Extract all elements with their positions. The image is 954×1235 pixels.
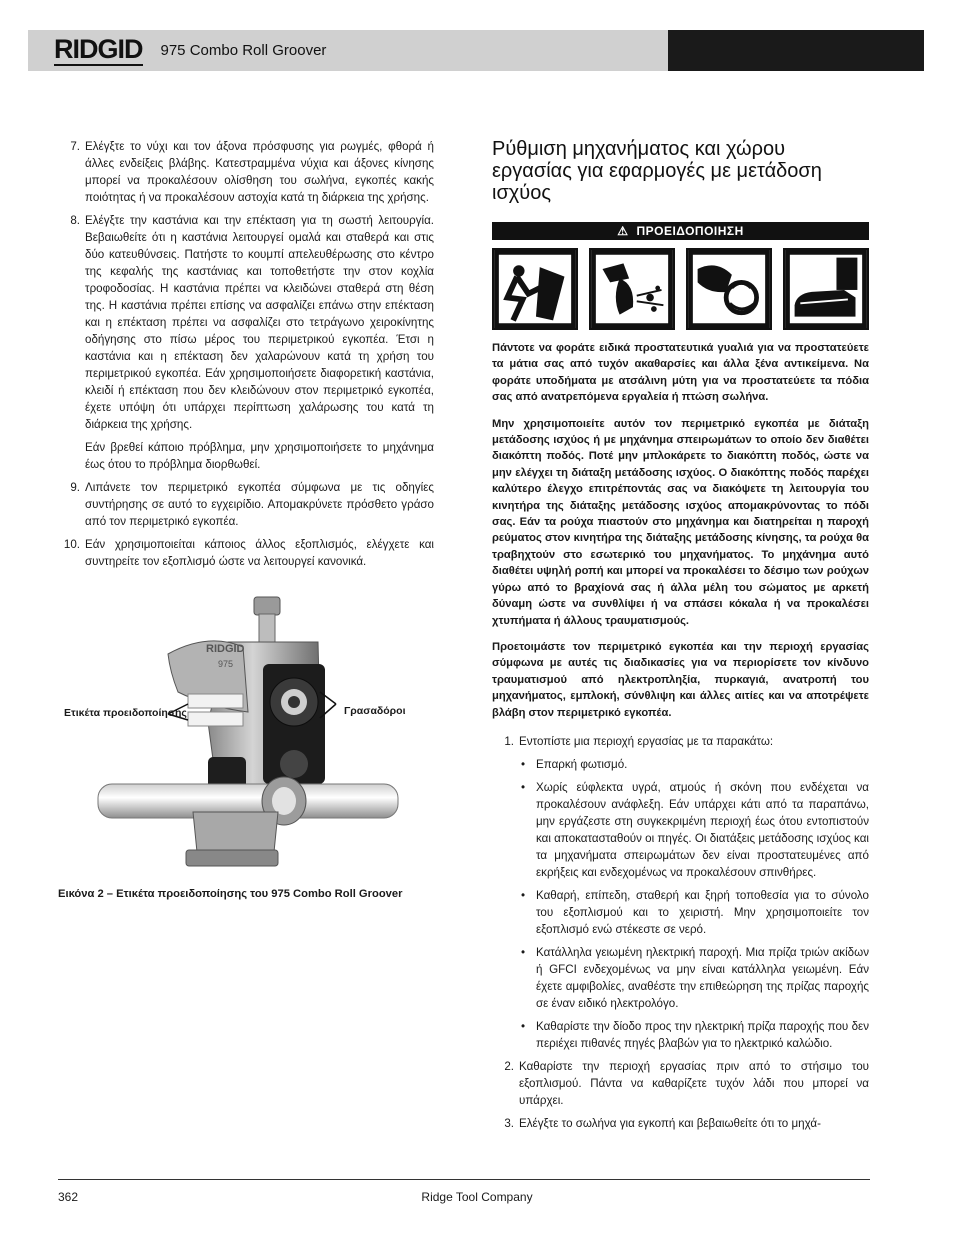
setup-step-2 — [492, 1058, 869, 1109]
bullet-text: Καθαρή, επίπεδη, σταθερή και ξηρή τοποθεσία για το σύνολο του εξοπλισμού και το χειριστή. Μην χρησιμοποιείτε τον εξοπλισμό ενώ στέκεστε σε νερό. — [536, 888, 869, 936]
bullet-item — [519, 756, 869, 773]
setup-step-1 — [492, 733, 869, 750]
figure-caption: Εικόνα 2 – Ετικέτα προειδοποίησης του 975 Combo Roll Groover — [58, 888, 403, 900]
left-column — [58, 138, 434, 576]
step-1-bullets — [492, 756, 869, 1052]
warning-banner — [492, 222, 869, 240]
item-number: 7. — [70, 140, 80, 153]
entanglement-hazard-icon — [686, 248, 772, 330]
item-text: Ελέγξτε το νύχι και τον άξονα πρόσφυσης για ρωγμές, φθορά ή άλλες ενδείξεις βλάβης. Κατεστραμμένα νύχια και άξονες κίνησης μπορεί να προκαλέσουν ολίσθηση του σωλήνα, εγκοπές κακής ποιότητας ή να προκαλέσουν αστοχία κατά τη διάρκεια της χρήσης. — [85, 140, 434, 204]
svg-text:975: 975 — [218, 659, 234, 669]
bullet-item — [519, 779, 869, 881]
bullet-dot-icon: • — [521, 888, 526, 902]
step-text: Εντοπίστε μια περιοχή εργασίας με τα παρακάτω: — [519, 734, 774, 748]
item-text: Ελέγξτε την καστάνια και την επέκταση για τη σωστή λειτουργία. Βεβαιωθείτε ότι η καστάνια λειτουργεί ομαλά και σταθερά και στις δύο κατευθύνσεις. Πατήστε το κουμπί απελευθέρωσης στο κέντρο της κεφαλής της καστάνιας και τοποθετήστε την στον κοχλία τροφοδοσίας. Η καστάνια πρέπει να κλειδώνει σταθερά στη θέση της. Η καστάνια πρέπει επίσης να ασφαλίζει επάνω στην επέκταση και η επέκταση πρέπει να ασφαλίζει στο τετράγωνο χειροκίνητης οδήγησης στο πίσω μέρος του περιμετρικού εγκοπέα. Έτσι η καστάνια και η επέκταση δεν χαλαρώνουν κατά τη χρήση του περιμετρικού εγκοπέα. Εάν χρησιμοποιήσετε διαφορετική καστάνια, κλειδί ή επέκταση που δεν κλειδώνουν στον περιμετρικό εγκοπέα, έχετε υπόψη ότι υπάρχει περίπτωση χαλάρωσης του κατά τη διάρκεια της χρήσης. — [85, 214, 434, 431]
page-header — [28, 30, 924, 71]
list-item-9 — [58, 479, 434, 530]
safety-icons — [492, 248, 869, 330]
step-text: Ελέγξτε το σωλήνα για εγκοπή και βεβαιωθείτε ότι το μηχά- — [519, 1116, 821, 1130]
bullet-dot-icon: • — [521, 757, 526, 771]
header-black-block — [668, 30, 924, 71]
list-item-7 — [58, 138, 434, 206]
step-number: 3. — [504, 1116, 514, 1130]
warning-paragraph-1: Πάντοτε να φοράτε ειδικά προστατευτικά γυαλιά για να προστατεύετε τα μάτια σας από τυχόν ακαθαρσίες και άλλα ξένα αντικείμενα. Να φοράτε υποδήματα με ατσάλινη μύτη για να προστατεύετε τα πόδια σας από ανατρεπόμενα εργαλεία ή πτώση σωλήνα. — [492, 342, 869, 404]
item-number: 8. — [70, 214, 80, 227]
section-heading: Ρύθμιση μηχανήματος και χώρου εργασίας για εφαρμογές με μετάδοση ισχύος — [492, 138, 822, 204]
item-text: Εάν χρησιμοποιείται κάποιος άλλος εξοπλισμός, ελέγχετε και συντηρείτε τον εξοπλισμό ώστε να λειτουργεί κανονικά. — [85, 538, 434, 568]
footer-divider — [58, 1179, 870, 1180]
step-number: 1. — [504, 734, 514, 748]
bullet-item — [519, 1018, 869, 1052]
svg-text:RIDGID: RIDGID — [206, 643, 245, 655]
page-number: 362 — [58, 1190, 79, 1204]
warning-label: ΠΡΟΕΙΔΟΠΟΙΗΣΗ — [636, 223, 744, 238]
bullet-text: Επαρκή φωτισμό. — [536, 757, 628, 771]
bullet-text: Κατάλληλα γειωμένη ηλεκτρική παροχή. Μια πρίζα τριών ακίδων ή GFCI ενδεχομένως να μην είναι κατάλληλα γειωμένη. Εάν έχετε αμφιβολίες, αναθέστε την επιθεώρηση της πρίζας παροχής σε έναν ειδικό ηλεκτρολόγο. — [536, 945, 869, 1010]
warning-triangle-icon: ⚠ — [617, 223, 629, 238]
bullet-item — [519, 944, 869, 1012]
eye-protection-icon — [589, 248, 675, 330]
tipping-hazard-icon — [492, 248, 578, 330]
item-number: 9. — [70, 481, 80, 494]
warning-paragraph-3: Προετοιμάστε τον περιμετρικό εγκοπέα και την περιοχή εργασίας σύμφωνα με αυτές τις διαδικασίες για να περιορίσετε τον κίνδυνο τραυματισμού από ηλεκτροπληξία, πυρκαγιά, ανατροπή του μηχανήματος, εμπλοκή, σύνθλιψη και άλλες αιτίες και να αποτρέψετε βλάβη στον περιμετρικό εγκοπέα. — [492, 640, 869, 719]
warning-paragraph-2: Μην χρησιμοποιείτε αυτόν τον περιμετρικό εγκοπέα με διάταξη μετάδοσης ισχύος ή με μηχάνημα σπειρωμάτων το οποίο δεν διαθέτει διακόπτη ποδός. Ποτέ μην μπλοκάρετε το διακόπτη ποδός, ώστε να μην ελέγχει τη διάταξη μετάδοσης ισχύος. Ο διακόπτης ποδός παρέχει καλύτερο έλεγχο επιτρέποντάς σας να διακόψετε τη λειτουργία του κινητήρα της διάταξης μετάδοσης ισχύος απομακρύνοντας το πόδι σας. Εάν τα ρούχα πιαστούν στο μηχάνημα και διατηρείται η παροχή ρεύματος στον κινητήρα της διάταξης μετάδοσης κίνησης, τα ρούχα θα τραβηχτούν στο εσωτερικό του μηχανήματος. Το μηχάνημα αυτό διαθέτει υψηλή ροπή και μπορεί να προκαλέσει το δέσιμο των ρούχων γύρω από το βραχίονά σας ή άλλα μέλη του σώματος με αρκετή δύναμη ώστε να συνθλίψει ή να σπάσει κόκαλα ή να προκαλέσει χτυπήματα ή άλλους τραυματισμούς. — [492, 417, 869, 627]
problem-note: Εάν βρεθεί κάποιο πρόβλημα, μην χρησιμοποιήσετε το μηχάνημα έως ότου το πρόβλημα διορθωθεί. — [85, 441, 434, 471]
bullet-text: Καθαρίστε την δίοδο προς την ηλεκτρική πρίζα παροχής που δεν περιέχει πιθανές πηγές βλαβών για το ηλεκτρικό καλώδιο. — [536, 1019, 869, 1050]
right-column — [492, 138, 869, 1138]
bullet-item — [519, 887, 869, 938]
header-title: 975 Combo Roll Groover — [160, 42, 327, 59]
groover-illustration — [58, 592, 434, 882]
bullet-dot-icon: • — [521, 780, 526, 794]
footer-company: Ridge Tool Company — [421, 1190, 533, 1204]
groover-figure — [58, 592, 434, 882]
list-item-8 — [58, 212, 434, 433]
setup-step-3 — [492, 1115, 869, 1132]
step-number: 2. — [504, 1059, 514, 1073]
bullet-dot-icon: • — [521, 945, 526, 959]
figure-label-grease-fittings: Γρασαδόροι — [344, 705, 406, 717]
figure-label-warning: Ετικέτα προειδοποίησης — [64, 707, 187, 719]
bullet-text: Χωρίς εύφλεκτα υγρά, ατμούς ή σκόνη που ενδέχεται να προκαλέσουν ανάφλεξη. Εάν υπάρχει κάτι από τα παραπάνω, μην εργάζεστε στη συγκεκριμένη περιοχή έως ότου εντοπιστούν και αποκατασταθούν οι πηγές. Οι διατάξεις μετάδοσης ισχύος και τα μηχανήματα σπειρωμάτων δεν είναι προστατευμένες από εκρήξεις και ενδεχομένως να προκαλέσουν σπινθήρες. — [536, 780, 869, 879]
item-number: 10. — [63, 538, 80, 551]
item-text: Λιπάνετε τον περιμετρικό εγκοπέα σύμφωνα με τις οδηγίες συντήρησης σε αυτό το εγχειρίδιο. Απομακρύνετε πρόσθετο γράσο από τον περιμετρικό εγκοπέα. — [85, 481, 434, 528]
ridgid-logo: RIDGID — [54, 33, 143, 64]
bullet-dot-icon: • — [521, 1019, 526, 1033]
header-bar — [28, 30, 668, 71]
step-text: Καθαρίστε την περιοχή εργασίας πριν από το στήσιμο του εξοπλισμού. Πάντα να καθαρίζετε τυχόν λάδι που μπορεί να υπάρχει. — [519, 1059, 869, 1107]
list-item-10 — [58, 536, 434, 570]
foot-protection-icon — [783, 248, 869, 330]
